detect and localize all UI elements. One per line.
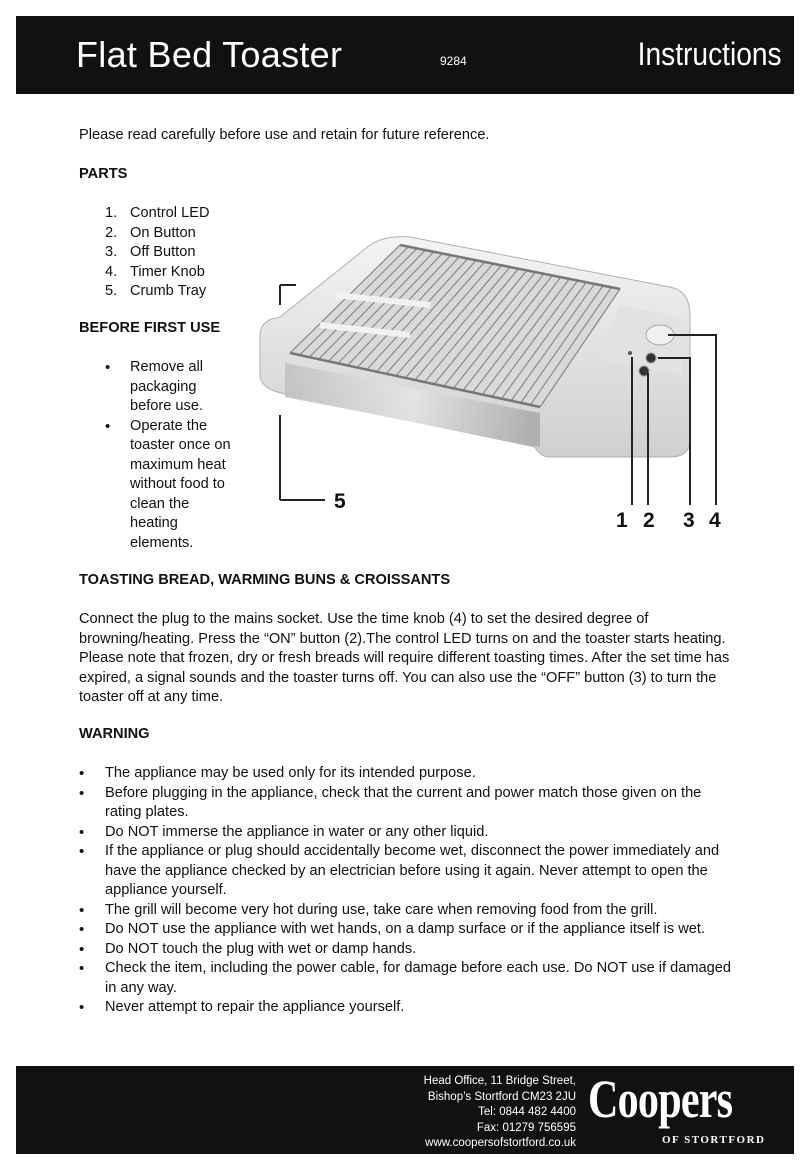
toasting-text: Connect the plug to the mains socket. Use the time knob (4) to set the desired degree of browning/heating. Press the “ON” button (2).The control LED turns on and the toaster starts heating. Please note that frozen, dry or fresh breads will require different toasting times. After the set time has expired, a signal sounds and the toaster turns off. You can also use the “OFF” button (3) to turn the toaster off at any time. bbox=[79, 611, 730, 705]
list-item: • Do NOT use the appliance with wet hands, on a damp surface or if the appliance itself is wet. bbox=[79, 920, 734, 940]
parts-item: 4. Timer Knob bbox=[105, 263, 205, 280]
address-line: Bishop’s Stortford CM23 2JU bbox=[427, 1090, 576, 1103]
list-item: • If the appliance or plug should accidentally become wet, disconnect the power immediately and have the appliance checked by an electrician before using it again. Never attempt to open the appliance yourself. bbox=[79, 842, 734, 901]
website-line: www.coopersofstortford.co.uk bbox=[425, 1137, 576, 1149]
list-item: • The appliance may be used only for its intended purpose. bbox=[79, 764, 734, 784]
list-item: • Do NOT touch the plug with wet or damp hands. bbox=[79, 940, 734, 960]
parts-item: 3. Off Button bbox=[105, 244, 196, 260]
product-code: 9284 bbox=[440, 54, 467, 68]
phone-line: Tel: 0844 482 4400 bbox=[478, 1106, 576, 1118]
parts-item: 5. Crumb Tray bbox=[105, 283, 207, 299]
list-item: • Check the item, including the power cable, for damage before each use. Do NOT use if damaged in any way. bbox=[79, 959, 734, 998]
intro-text: Please read carefully before use and retain for future reference. bbox=[79, 127, 490, 143]
callout-2: 2 bbox=[643, 509, 655, 532]
parts-heading: PARTS bbox=[79, 166, 128, 182]
warning-heading: WARNING bbox=[79, 726, 150, 742]
off-button-illustration bbox=[646, 353, 656, 363]
fax-line: Fax: 01279 756595 bbox=[476, 1121, 576, 1134]
page-header bbox=[16, 16, 794, 94]
toasting-heading: TOASTING BREAD, WARMING BUNS & CROISSANTS bbox=[79, 572, 451, 588]
callout-5: 5 bbox=[334, 490, 346, 513]
warning-list bbox=[79, 764, 734, 1018]
toaster-illustration bbox=[250, 225, 750, 545]
list-item: • Remove all packaging before use. bbox=[79, 358, 239, 417]
callout-1: 1 bbox=[616, 509, 628, 532]
page-footer bbox=[16, 1066, 794, 1154]
header-instructions-label: Instructions bbox=[638, 36, 782, 72]
list-item: • Before plugging in the appliance, check that the current and power match those given on the rating plates. bbox=[79, 784, 734, 823]
company-address bbox=[424, 1074, 576, 1152]
coopers-logo-subtitle: OF STORTFORD bbox=[662, 1134, 766, 1146]
parts-item: 2. On Button bbox=[105, 224, 196, 241]
parts-list bbox=[79, 204, 279, 302]
callout-3: 3 bbox=[683, 509, 695, 532]
document-title: Flat Bed Toaster bbox=[76, 34, 343, 75]
before-first-use-list bbox=[79, 358, 239, 553]
led-illustration bbox=[628, 351, 632, 355]
address-line: Head Office, 11 Bridge Street, bbox=[423, 1075, 576, 1087]
before-first-use-heading: BEFORE FIRST USE bbox=[79, 320, 221, 336]
callout-4: 4 bbox=[709, 509, 721, 532]
coopers-logo: Coopers bbox=[588, 1069, 733, 1129]
list-item: • Never attempt to repair the appliance yourself. bbox=[79, 998, 734, 1018]
list-item: • Operate the toaster once on maximum heat without food to clean the heating elements. bbox=[79, 417, 239, 554]
parts-item: 1. Control LED bbox=[105, 205, 210, 221]
list-item: • Do NOT immerse the appliance in water or any other liquid. bbox=[79, 823, 734, 843]
list-item: • The grill will become very hot during use, take care when removing food from the grill. bbox=[79, 901, 734, 921]
toaster-figure bbox=[250, 225, 750, 545]
